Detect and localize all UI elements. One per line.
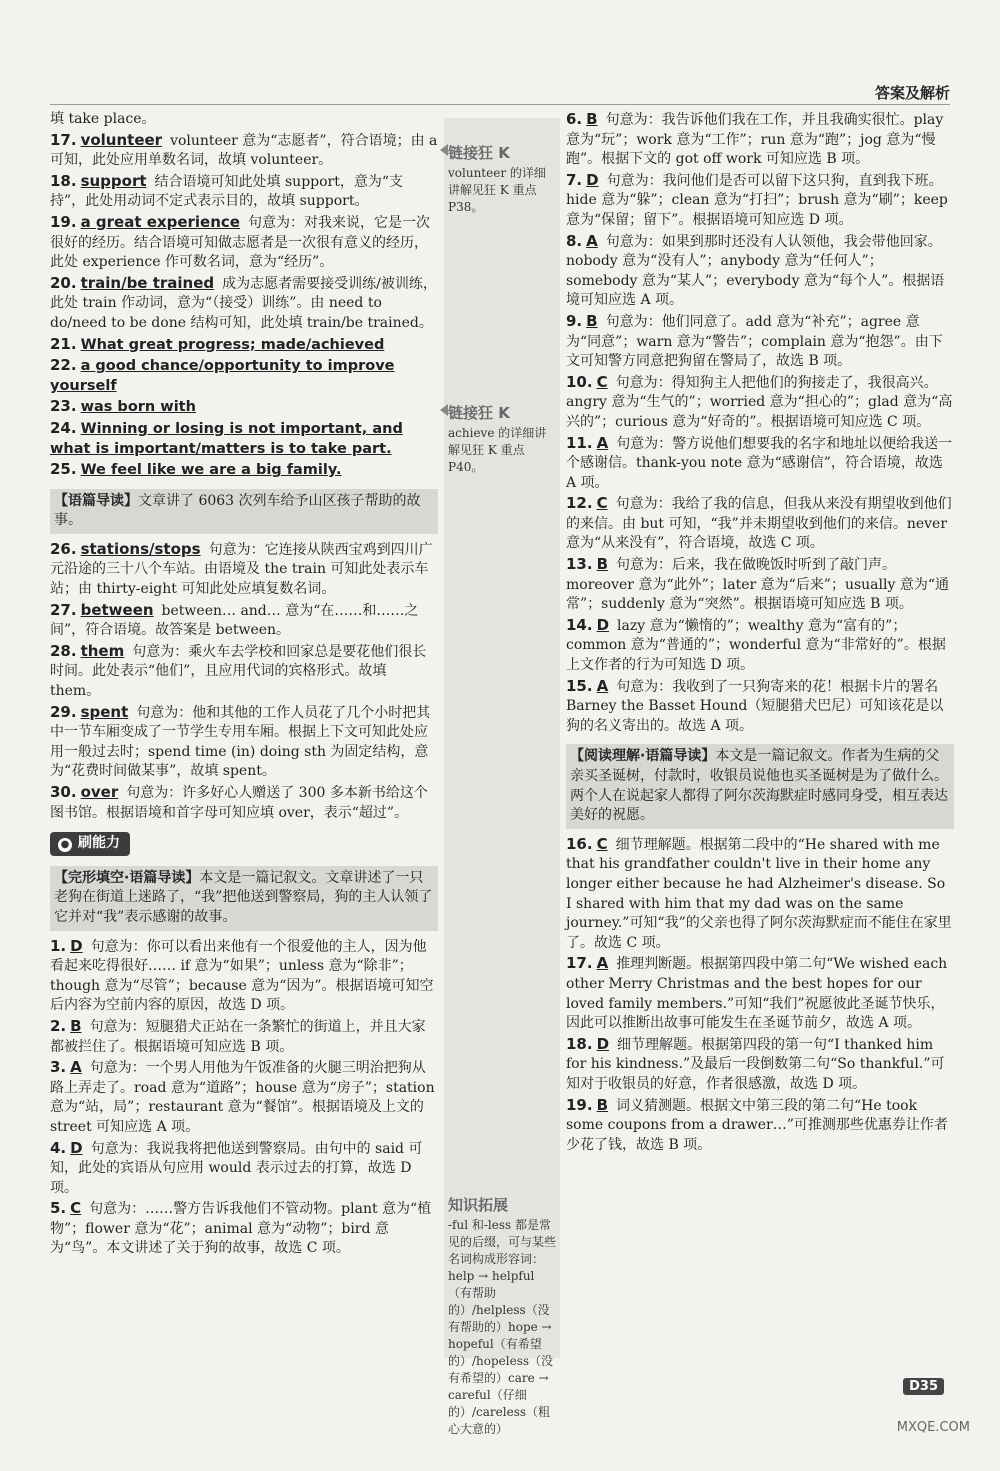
- answer-key: support: [80, 171, 147, 190]
- question-number: 28.: [50, 641, 77, 660]
- question-number: 24.: [50, 418, 77, 437]
- left-bottom-answers: [50, 937, 438, 1260]
- question-number: 15.: [566, 676, 593, 695]
- answer-key: was born with: [80, 399, 196, 416]
- explanation-text: between… and… 意为“在……和……之间”，符合语境。故答案是 between。: [50, 602, 419, 639]
- answer-key: A: [596, 433, 609, 452]
- answer-key: We feel like we are a big family.: [80, 462, 342, 479]
- explanation-text: 细节理解题。根据第四段的第一句“I thanked him for his kindness.”及最后一段倒数第二句“So thankful.”可知对于收银员的好意，作者很感激，故选 D 项。: [566, 1036, 945, 1092]
- answer-key: C: [596, 494, 608, 513]
- header-title: 答案及解析: [874, 84, 950, 102]
- answer-item: [50, 601, 438, 641]
- explanation-text: 句意为：他们同意了。add 意为“补充”；agree 意为“同意”；warn 意为“警告”；complain 意为“抱怨”。由下文可知警方同意把狗留在警局了，故选 B 项。: [566, 313, 943, 370]
- question-number: 20.: [50, 273, 77, 292]
- explanation-text: 句意为：……警方告诉我他们不管动物。plant 意为“植物”；flower 意为“花”；animal 意为“动物”；bird 意为“鸟”。本文讲述了关于狗的故事，故选 C 项。: [50, 1201, 432, 1257]
- answer-item: [50, 1139, 438, 1199]
- page-number: D35: [903, 1378, 944, 1395]
- explanation-text: lazy 意为“懒惰的”；wealthy 意为“富有的”；common 意为“普通的”；wonderful 意为“非常好的”。根据上文作者的行为可知选 D 项。: [566, 617, 946, 674]
- answer-key: A: [70, 1058, 82, 1077]
- answer-item: [50, 356, 438, 396]
- answer-key: C: [596, 834, 608, 853]
- answer-key: B: [70, 1016, 82, 1035]
- explanation-text: 句意为：得知狗主人把他们的狗接走了，我很高兴。angry 意为“生气的”；worried 意为“担心的”；glad 意为“高兴的”；curious 意为“好奇的”。根据语境可知应选 C 项。: [566, 374, 953, 430]
- answer-item: [50, 703, 438, 782]
- explanation-text: 推理判断题。根据第四段中第二句“We wished each other Merry Christmas and the best hopes for our loved family members.”可知“我们”祝愿彼此圣诞节快乐，因此可以推断出故事可能发生在圣诞节前夕，故选 A 项。: [566, 956, 948, 1032]
- question-number: 4.: [50, 1138, 67, 1157]
- question-number: 8.: [566, 231, 583, 250]
- explanation-text: 句意为：它连接从陕西宝鸡到四川广元沿途的三十八个车站。由语境及 the train 可知此处表示车站；由 thirty-eight 可知此处应填复数名词。: [50, 541, 433, 598]
- explanation-text: 句意为：一个男人用他为午饭准备的火腿三明治把狗从路上弄走了。road 意为“道路”；house 意为“房子”；station 意为“站，局”；restaurant 意为“餐馆”。根据语境及上文的 street 可知应选 A 项。: [50, 1060, 435, 1135]
- answer-item: [566, 954, 954, 1033]
- side-notes-column: [444, 118, 560, 1436]
- explanation-text: 句意为：乘火车去学校和回家总是要花他们很长时间。此处表示“他们”，且应用代词的宾格形式。故填 them。: [50, 643, 427, 700]
- question-number: 18.: [566, 1034, 593, 1053]
- explanation-text: 句意为：你可以看出来他有一个很爱他的主人，因为他看起来吃得很好…… if 意为“如果”；unless 意为“除非”；though 意为“尽管”；because 意为“因为”。根据语境可知空后内容为空前内容的原因，故选 D 项。: [50, 938, 434, 1014]
- question-number: 3.: [50, 1058, 67, 1077]
- answer-key: B: [596, 1095, 609, 1114]
- explanation-text: 结合语境可知此处填 support，意为“支持”，此处用动词不定式表示目的，故填 support。: [50, 173, 404, 210]
- pointer-arrow-icon: [440, 144, 448, 156]
- explanation-text: 句意为：短腿猎犬正站在一条繁忙的街道上，并且大家都被拦住了。根据语境可知应选 B 项。: [50, 1018, 426, 1055]
- answer-item: [566, 434, 954, 494]
- answer-key: spent: [80, 702, 129, 721]
- side-note-knowledge: 知识拓展 -ful 和-less 都是常见的后缀，可与某些名词构成形容词：help → helpful（有帮助的）/helpless（没有帮助的）hope → hopeful（有希望的）/hopeless（没有希望的）care → careful（仔细的）/careless（粗心大意的）: [448, 1196, 557, 1436]
- answer-key: C: [596, 372, 608, 391]
- answer-item: [50, 335, 438, 356]
- question-number: 22.: [50, 356, 77, 375]
- explanation-text: 句意为：我给了我的信息，但我从来没有期望收到他们的来信。由 but 可知，“我”并未期望收到他们的来信。never 意为“从来没有”，符合语境，故选 C 项。: [566, 496, 952, 552]
- answer-item: [566, 835, 954, 954]
- right-bottom-answers: [566, 835, 954, 1156]
- answer-item: [50, 540, 438, 600]
- answer-key: a good chance/opportunity to improve yourself: [50, 358, 395, 394]
- answer-item: [50, 274, 438, 334]
- answer-key: A: [586, 231, 598, 250]
- answer-item: [50, 1199, 438, 1259]
- question-number: 25.: [50, 460, 77, 479]
- question-number: 21.: [50, 334, 77, 353]
- answer-item: [566, 110, 954, 170]
- cloze-guide: 【完形填空·语篇导读】本文是一篇记叙文。文章讲述了一只老狗在街道上迷路了，“我”把他送到警察局，狗的主人认领了它并对“我”表示感谢的故事。: [50, 866, 438, 931]
- right-column: [566, 110, 954, 1156]
- question-number: 13.: [566, 555, 593, 574]
- answer-key: D: [70, 936, 83, 955]
- answer-key: D: [596, 1034, 610, 1053]
- question-number: 10.: [566, 372, 593, 391]
- left-column: [50, 110, 438, 1260]
- answer-item: [566, 494, 954, 554]
- answer-item: [566, 373, 954, 433]
- explanation-text: 句意为：如果到那时还没有人认领他，我会带他回家。nobody 意为“没有人”；anybody 意为“任何人”；somebody 意为“某人”；everybody 意为“每个人”。根据语境可知应选 A 项。: [566, 233, 945, 309]
- answer-key: between: [80, 600, 154, 619]
- answer-item: [566, 171, 954, 231]
- reading-comprehension-guide: 【阅读理解·语篇导读】本文是一篇记叙文。作者为生病的父亲买圣诞树，付款时，收银员说他也买圣诞树是为了做什么。两个人在说起家人都得了阿尔茨海默症时感同身受，相互表达美好的祝愿。: [566, 744, 954, 828]
- question-number: 17.: [50, 130, 77, 149]
- answer-key: Winning or losing is not important, and what is important/matters is to take part.: [50, 420, 403, 457]
- side-note-link-1: 链接狂 K volunteer 的详细讲解见狂 K 重点 P38。: [448, 142, 556, 216]
- explanation-text: 句意为：我说我将把他送到警察局。由句中的 said 可知，此处的宾语从句应用 would 表示过去的打算，故选 D 项。: [50, 1140, 423, 1196]
- right-top-answers: [566, 110, 954, 736]
- explanation-text: 句意为：许多好心人赠送了 300 多本新书给这个图书馆。根据语境和首字母可知应填 over，表示“超过”。: [50, 785, 428, 821]
- explanation-text: 句意为：对我来说，它是一次很好的经历。结合语境可知做志愿者是一次很有意义的经历，此处 experience 作可数名词，意为“经历”。: [50, 214, 430, 271]
- question-number: 1.: [50, 936, 67, 955]
- answer-key: train/be trained: [80, 273, 215, 292]
- question-number: 26.: [50, 539, 77, 558]
- explanation-text: 句意为：警方说他们想要我的名字和地址以便给我送一个感谢信。thank-you note 意为“感谢信”，符合语境，故选 A 项。: [566, 435, 953, 491]
- answer-key: over: [80, 783, 119, 801]
- answer-key: D: [70, 1138, 83, 1157]
- pointer-arrow-icon: [440, 404, 448, 416]
- watermark: MXQE.COM: [896, 1420, 970, 1435]
- answer-item: [566, 616, 954, 676]
- answer-item: [50, 1017, 438, 1057]
- circle-badge-icon: ●: [58, 838, 72, 852]
- explanation-text: 句意为：我问他们是否可以留下这只狗，直到我下班。hide 意为“躲”；clean 意为“打扫”；brush 意为“刷”；keep 意为“保留；留下”。根据语境可知应选 D 项。: [566, 172, 948, 228]
- explanation-text: 句意为：我告诉他们我在工作，并且我确实很忙。play 意为“玩”；work 意为“工作”；run 意为“跑”；jog 意为“慢跑”。根据下文的 got off work 可知应选 B 项。: [566, 112, 944, 168]
- explanation-text: volunteer 意为“志愿者”，符合语境；由 a 可知，此处应用单数名词，故填 volunteer。: [50, 132, 438, 169]
- answer-item: [50, 783, 438, 823]
- left-top-answers: [50, 110, 438, 481]
- answer-item: [50, 397, 438, 418]
- answer-item: [50, 642, 438, 702]
- question-number: 19.: [50, 212, 77, 231]
- question-number: 12.: [566, 494, 593, 513]
- question-number: 16.: [566, 834, 593, 853]
- question-number: 9.: [566, 311, 583, 330]
- explanation-text: 成为志愿者需要接受训练/被训练，此处 train 作动词，意为“（接受）训练”。由 need to do/need to be done 结构可知，此处填 train/be trained。: [50, 275, 437, 331]
- answer-item: [50, 110, 438, 130]
- explanation-text: 细节理解题。根据第二段中的“He shared with me that his grandfather couldn't live in their home any longer either because he had Alzheimer's disease. So I shared with him that my dad was on the same journey.”可知“我”的父亲也得了阿尔茨海默症而不能住在家里了。故选 C 项。: [566, 836, 952, 951]
- answer-item: [50, 172, 438, 212]
- answer-key: stations/stops: [80, 539, 201, 558]
- question-number: 11.: [566, 433, 593, 452]
- answer-item: [50, 460, 438, 481]
- answer-key: A: [596, 954, 609, 973]
- answer-item: [566, 232, 954, 311]
- answer-key: A: [596, 676, 609, 695]
- answer-key: a great experience: [80, 212, 240, 231]
- answer-key: C: [70, 1199, 82, 1218]
- answer-key: What great progress; made/achieved: [80, 336, 385, 353]
- question-number: 7.: [566, 170, 583, 189]
- answer-key: volunteer: [80, 130, 163, 149]
- answer-item: [566, 312, 954, 372]
- question-number: 2.: [50, 1016, 67, 1035]
- answer-key: D: [596, 615, 610, 634]
- explanation-text: 词义猜测题。根据文中第三段的第二句“He took some coupons from a drawer…”可推测那些优惠券让作者少花了钱，故选 B 项。: [566, 1097, 948, 1153]
- answer-key: them: [80, 641, 125, 660]
- answer-item: [566, 1096, 954, 1156]
- answer-item: [566, 555, 954, 615]
- reading-guide-1: 【语篇导读】文章讲了 6063 次列车给予山区孩子帮助的故事。: [50, 489, 438, 534]
- answer-item: [50, 419, 438, 459]
- question-number: 30.: [50, 783, 77, 801]
- question-number: 6.: [566, 110, 583, 128]
- answer-key: B: [596, 555, 609, 574]
- explanation-text: 句意为：他和其他的工作人员花了几个小时把其中一节车厢变成了一节学生专用车厢。根据上下文可知此处应用一般过去时；spend time (in) doing sth 为固定结构，意为“花费时间做某事”，故填 spent。: [50, 704, 431, 780]
- answer-item: [566, 677, 954, 737]
- question-number: 27.: [50, 600, 77, 619]
- header-divider: [50, 104, 950, 105]
- shua-nengli-banner: ● 刷能力: [50, 832, 130, 856]
- side-note-link-2: 链接狂 K achieve 的详细讲解见狂 K 重点 P40。: [448, 402, 556, 476]
- question-number: 23.: [50, 397, 77, 416]
- answer-item: [566, 1035, 954, 1095]
- left-mid-answers: [50, 540, 438, 823]
- question-number: 14.: [566, 615, 593, 634]
- question-number: 19.: [566, 1095, 593, 1114]
- question-number: 5.: [50, 1199, 67, 1218]
- answer-item: [50, 1058, 438, 1137]
- answer-key: B: [586, 311, 598, 330]
- question-number: 18.: [50, 171, 77, 190]
- answer-item: [50, 131, 438, 171]
- question-number: 17.: [566, 954, 593, 973]
- answer-key: D: [586, 170, 599, 189]
- explanation-text: 句意为：后来，我在做晚饭时听到了敲门声。moreover 意为“此外”；later 意为“后来”；usually 意为“通常”；suddenly 意为“突然”。根据语境可知应选 B 项。: [566, 557, 949, 613]
- explanation-text: 填 take place。: [50, 111, 156, 127]
- explanation-text: 句意为：我收到了一只狗寄来的花！根据卡片的署名 Barney the Basset Hound（短腿猎犬巴尼）可知该花是以狗的名义寄出的。故选 A 项。: [566, 678, 944, 734]
- question-number: 29.: [50, 702, 77, 721]
- answer-item: [50, 213, 438, 273]
- answer-item: [50, 937, 438, 1016]
- answer-key: B: [586, 110, 598, 128]
